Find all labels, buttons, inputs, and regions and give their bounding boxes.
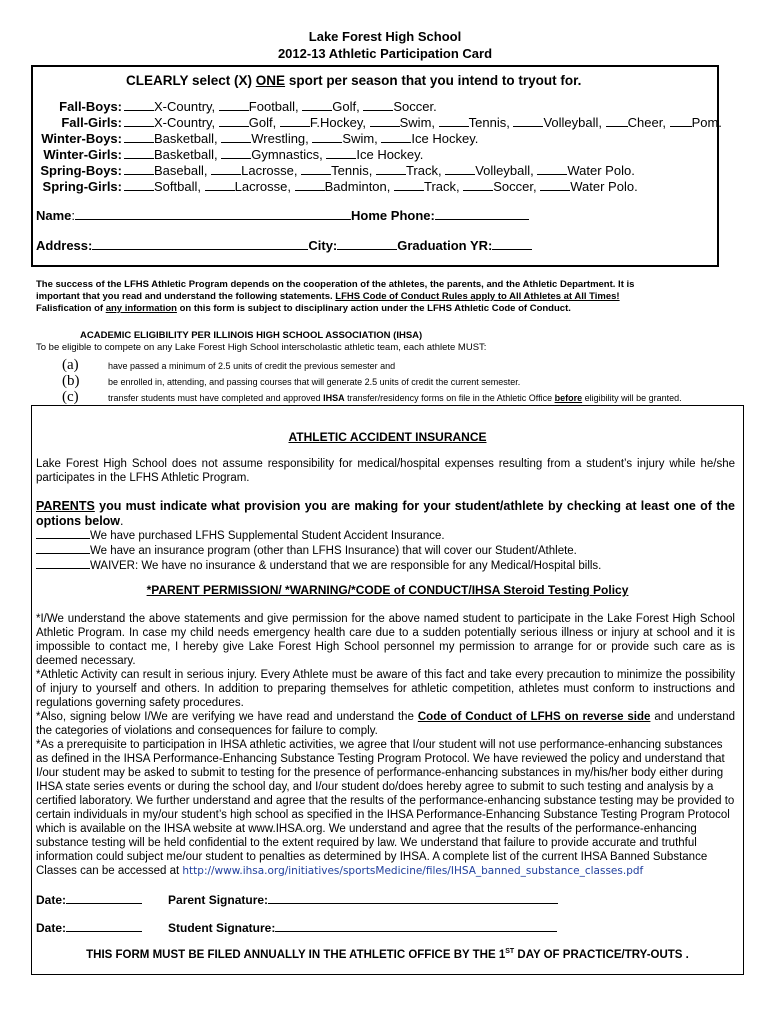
sport-option[interactable]: [205, 179, 291, 194]
sport-name: X-Country,: [154, 115, 216, 130]
sport-name: Lacrosse,: [241, 163, 298, 178]
permission-paragraphs: *I/We understand the above statements and give permission for the above named student to participate in the Lake Forest High School Athletic Program. In case my child needs emergency health care due to a sudden potentially serious illness or injury at school and it is impossible to contact me, I hereby give Lake Forest High School personnel my permission to arrange for or provide such care as is deemed necessary. *Athletic Activity can result in serious injury. Every Athlete must be aware of this fact and take every precaution to minimize the possibility of injury to yourself and others. In addition to preparing themselves for athletic competition, athletes must conform to instructions and regulations governing safety procedures. *Also, signing below I/We are verifying we have read and understand the Code of Conduct of LFHS on reverse side and understand the categories of violations and consequences for failure to comply. *As a prerequisite to participation in IHSA athletic activities, we agree that I/our student will not use performance-enhancing substances as defined in the IHSA Performance-Enhancing Substance Testing Program Protocol. We have reviewed the policy and understand that I/our student may be asked to submit to testing for the presence of performance-enhancing substances in my/his/her body either during IHSA state series events or during the school day, and I/our student do/does hereby agree to submit to such testing and analysis by a certified laboratory. We further understand and agree that the results of the performance-enhancing substance testing may be provided to certain individuals in my/our student’s high school as specified in the IHSA Performance-Enhancing Substance Testing Program Protocol which is available on the IHSA website at www.IHSA.org. We understand and agree that the results of the performance-enhancing substance testing will be held confidential to the extent required by law. We understand that failure to provide accurate and truthful information could subject me/our student to penalties as determined by IHSA. A complete list of the current IHSA Banned Substance Classes can be accessed at http://www.ihsa.org/initiatives/sportsMedicine/files/IHSA_banned_substance_classes.pdf: [36, 613, 735, 877]
address-field[interactable]: [92, 238, 308, 250]
home-phone-label: Home Phone:: [351, 208, 435, 223]
sport-option[interactable]: [540, 179, 637, 194]
sport-name: Basketball,: [154, 147, 218, 162]
sport-option[interactable]: [124, 99, 215, 114]
sport-checkbox-blank[interactable]: [606, 115, 628, 127]
sport-checkbox-blank[interactable]: [670, 115, 692, 127]
sport-row-fall-girls: [36, 115, 722, 130]
sport-option[interactable]: [326, 147, 423, 162]
parents-instruction: PARENTS you must indicate what provision you are making for your student/athlete by checking at least one of the options below.: [36, 499, 735, 528]
sport-checkbox-blank[interactable]: [124, 131, 154, 143]
sport-name: Baseball,: [154, 163, 208, 178]
sport-row-winter-girls: [36, 147, 423, 162]
sport-option[interactable]: [606, 115, 666, 130]
sport-name: Pom.: [691, 115, 722, 130]
sport-checkbox-blank[interactable]: [312, 131, 342, 143]
graduation-year-field[interactable]: [492, 238, 532, 250]
sport-checkbox-blank[interactable]: [124, 179, 154, 191]
sport-option[interactable]: [363, 99, 436, 114]
sport-checkbox-blank[interactable]: [363, 99, 393, 111]
sport-option[interactable]: [124, 115, 215, 130]
parent-signature-row: [36, 891, 558, 907]
sport-option[interactable]: [124, 179, 201, 194]
sport-name: Golf,: [332, 99, 360, 114]
sport-checkbox-blank[interactable]: [513, 115, 543, 127]
sport-option[interactable]: [219, 99, 299, 114]
sport-checkbox-blank[interactable]: [370, 115, 400, 127]
sport-name: Badminton,: [324, 179, 391, 194]
city-field[interactable]: [337, 238, 397, 250]
sport-name: Water Polo.: [567, 163, 635, 178]
sport-row-spring-boys: [36, 163, 635, 178]
sport-name: Water Polo.: [570, 179, 638, 194]
sport-option[interactable]: [124, 147, 218, 162]
sport-option[interactable]: [439, 115, 510, 130]
permission-heading: *PARENT PERMISSION/ *WARNING/*CODE of CONDUCT/IHSA Steroid Testing Policy: [146, 583, 629, 597]
sport-option[interactable]: [370, 115, 435, 130]
sport-option[interactable]: [301, 163, 372, 178]
sport-name: Wrestling,: [251, 131, 309, 146]
sport-name: Track,: [424, 179, 460, 194]
sport-name: Softball,: [154, 179, 201, 194]
sport-option[interactable]: [312, 131, 377, 146]
card-title: 2012-13 Athletic Participation Card: [277, 46, 493, 61]
insurance-paragraph: Lake Forest High School does not assume responsibility for medical/hospital expenses resulting from a student’s injury while he/she participates in the LFHS Athletic Program.: [36, 458, 735, 484]
student-signature-row: [36, 919, 557, 935]
sport-option[interactable]: [445, 163, 534, 178]
sport-name: Volleyball,: [543, 115, 603, 130]
sport-checkbox-blank[interactable]: [211, 163, 241, 175]
name-row: Name: Home Phone:: [36, 208, 529, 223]
sport-name: Golf,: [248, 115, 277, 130]
name-label: Name: [36, 208, 72, 223]
sport-option[interactable]: [295, 179, 391, 194]
city-label: City:: [308, 238, 338, 253]
sport-name: Swim,: [342, 131, 378, 146]
sport-name: Tennis,: [331, 163, 373, 178]
insurance-option-3[interactable]: WAIVER: We have no insurance & understand that we are responsible for any Medical/Hospital bills.: [36, 558, 601, 573]
sport-checkbox-blank[interactable]: [295, 179, 325, 191]
sport-option[interactable]: [211, 163, 297, 178]
sport-option[interactable]: [376, 163, 442, 178]
sport-option[interactable]: [537, 163, 634, 178]
graduation-year-label: Graduation YR:: [397, 238, 493, 253]
sport-checkbox-blank[interactable]: [439, 115, 469, 127]
insurance-heading: ATHLETIC ACCIDENT INSURANCE: [288, 430, 487, 444]
sport-name: Basketball,: [154, 131, 218, 146]
sport-option[interactable]: [221, 147, 323, 162]
insurance-option-1[interactable]: We have purchased LFHS Supplemental Student Accident Insurance.: [36, 528, 601, 543]
sport-name: Volleyball,: [475, 163, 534, 178]
sport-name: Cheer,: [627, 115, 666, 130]
sport-checkbox-blank[interactable]: [445, 163, 475, 175]
sport-option[interactable]: [124, 131, 218, 146]
sport-checkbox-blank[interactable]: [124, 147, 154, 159]
insurance-check-2[interactable]: [36, 543, 90, 554]
parent-date-field[interactable]: [66, 891, 142, 904]
sport-name: Tennis,: [468, 115, 510, 130]
sport-option[interactable]: [124, 163, 207, 178]
sport-checkbox-blank[interactable]: [381, 131, 411, 143]
eligibility-item-b: (b) be enrolled in, attending, and passing courses that will generate 2.5 units of credit the current semester.: [62, 373, 521, 389]
eligibility-item-c: (c) transfer students must have completed and approved IHSA transfer/residency forms on file in the Athletic Office before eligibility will be granted.: [62, 389, 682, 405]
sport-checkbox-blank[interactable]: [394, 179, 424, 191]
sport-checkbox-blank[interactable]: [124, 115, 154, 127]
school-name: Lake Forest High School: [308, 29, 462, 44]
eligibility-item-a: (a) have passed a minimum of 2.5 units of credit the previous semester and: [62, 357, 396, 373]
sport-row-fall-boys: [36, 99, 437, 114]
insurance-option-2[interactable]: We have an insurance program (other than LFHS Insurance) that will cover our Student/Athlete.: [36, 543, 601, 558]
sport-checkbox-blank[interactable]: [301, 163, 331, 175]
sport-row-winter-boys: [36, 131, 478, 146]
sport-checkbox-blank[interactable]: [376, 163, 406, 175]
sport-option[interactable]: [280, 115, 366, 130]
sport-row-spring-girls: [36, 179, 638, 194]
sport-name: Football,: [248, 99, 299, 114]
sport-checkbox-blank[interactable]: [221, 147, 251, 159]
season-label: Fall-Girls:: [61, 115, 122, 130]
student-date-field[interactable]: [66, 919, 142, 932]
eligibility-intro: To be eligible to compete on any Lake Forest High School interscholastic athletic team, each athlete MUST:: [36, 342, 487, 353]
sport-name: Soccer,: [493, 179, 537, 194]
sport-option[interactable]: [394, 179, 460, 194]
home-phone-field[interactable]: [435, 208, 529, 220]
season-label: Fall-Boys:: [59, 99, 122, 114]
intro-paragraph: The success of the LFHS Athletic Program depends on the cooperation of the athletes, the parents, and the Athletic Department. It is important that you read and understand the following statements. LFHS Code of Conduct Rules apply to All Athletes at All Times! Falisfication of any information on this form is subject to disciplinary action under the LFHS Athletic Code of Conduct.: [36, 279, 635, 314]
parent-signature-field[interactable]: [268, 891, 558, 904]
sport-option[interactable]: [381, 131, 478, 146]
sport-name: Ice Hockey.: [356, 147, 424, 162]
season-label: Spring-Girls:: [42, 179, 122, 194]
sport-option[interactable]: [219, 115, 276, 130]
sport-checkbox-blank[interactable]: [326, 147, 356, 159]
sport-checkbox-blank[interactable]: [219, 115, 249, 127]
sport-option[interactable]: [302, 99, 359, 114]
sport-name: Gymnastics,: [251, 147, 323, 162]
address-label: Address:: [36, 238, 93, 253]
sport-checkbox-blank[interactable]: [537, 163, 567, 175]
sport-name: Track,: [405, 163, 442, 178]
sport-name: F.Hockey,: [309, 115, 366, 130]
sport-option[interactable]: [221, 131, 309, 146]
sport-option[interactable]: [513, 115, 602, 130]
eligibility-heading: ACADEMIC ELIGIBILITY PER ILLINOIS HIGH SCHOOL ASSOCIATION (IHSA): [80, 330, 423, 341]
insurance-check-1[interactable]: [36, 528, 90, 539]
sport-checkbox-blank[interactable]: [280, 115, 310, 127]
date-label: Date:: [36, 893, 67, 907]
student-signature-field[interactable]: [275, 919, 557, 932]
parent-signature-label: Parent Signature:: [168, 893, 269, 907]
season-label: Winter-Boys:: [41, 131, 122, 146]
insurance-options: [36, 528, 601, 573]
filing-notice: THIS FORM MUST BE FILED ANNUALLY IN THE ATHLETIC OFFICE BY THE 1ST DAY OF PRACTICE/TRY-OUTS .: [86, 948, 689, 961]
sport-name: Lacrosse,: [234, 179, 291, 194]
sport-checkbox-blank[interactable]: [219, 99, 249, 111]
ihsa-banned-substance-link[interactable]: http://www.ihsa.org/initiatives/sportsMedicine/files/IHSA_banned_substance_classes.pdf: [182, 865, 644, 877]
address-row: [36, 238, 532, 253]
sport-checkbox-blank[interactable]: [205, 179, 235, 191]
name-field[interactable]: [75, 208, 351, 220]
sport-checkbox-blank[interactable]: [540, 179, 570, 191]
sport-checkbox-blank[interactable]: [463, 179, 493, 191]
sport-option[interactable]: [670, 115, 722, 130]
sport-checkbox-blank[interactable]: [302, 99, 332, 111]
sport-checkbox-blank[interactable]: [221, 131, 251, 143]
sport-name: Soccer.: [393, 99, 437, 114]
insurance-check-3[interactable]: [36, 558, 90, 569]
sport-checkbox-blank[interactable]: [124, 163, 154, 175]
sport-checkbox-blank[interactable]: [124, 99, 154, 111]
sport-name: Swim,: [399, 115, 436, 130]
season-label: Spring-Boys:: [40, 163, 122, 178]
date-label: Date:: [36, 921, 67, 935]
sport-option[interactable]: [463, 179, 536, 194]
season-label: Winter-Girls:: [43, 147, 122, 162]
sport-name: Ice Hockey.: [411, 131, 479, 146]
sport-name: X-Country,: [154, 99, 216, 114]
selection-instruction: CLEARLY select (X) ONE sport per season that you intend to tryout for.: [126, 73, 582, 88]
student-signature-label: Student Signature:: [168, 921, 276, 935]
